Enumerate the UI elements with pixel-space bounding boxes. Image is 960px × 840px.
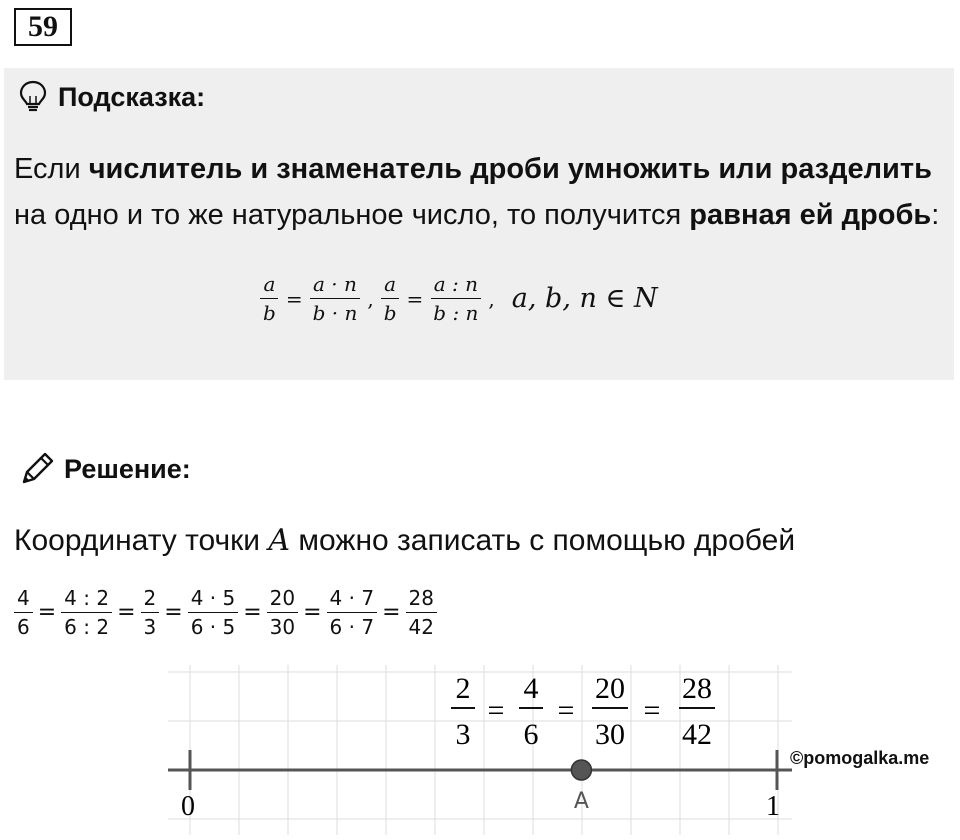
point-a [571, 760, 591, 780]
chain-fraction-4: $\frac{4 \cdot 5}{6 \cdot 5}$ [188, 584, 239, 641]
solution-text-before: Координату точки [14, 524, 269, 557]
nl-fraction-4-den: 42 [682, 718, 712, 751]
task-number: 59 [14, 8, 72, 46]
chain-fraction-7: $\frac{28}{42}$ [406, 584, 437, 641]
nl-fraction-3-num: 20 [595, 672, 625, 705]
nl-fraction-1-den: 3 [455, 718, 471, 751]
nl-equals-2: = [557, 694, 575, 727]
chain-equals: = [164, 600, 183, 625]
solution-text-after: можно записать с помощью дробей [290, 524, 796, 557]
chain-equals: = [243, 600, 262, 625]
nl-fraction-2-num: 4 [523, 672, 539, 705]
solution-title: Решение: [64, 453, 191, 484]
label-end: 1 [766, 791, 780, 822]
hint-text-part-2: числитель и знаменатель дроби умножить или разделить [88, 153, 932, 185]
formula-comma-1: , [367, 286, 374, 311]
formula-comma-2: , [488, 286, 495, 311]
hint-title: Подсказка: [58, 81, 206, 112]
chain-equals: = [303, 600, 322, 625]
chain-equals: = [117, 600, 136, 625]
label-start: 0 [181, 791, 195, 822]
formula-fraction-4: $\frac{a : n}{b : n}$ [430, 270, 481, 327]
chain-equals: = [382, 600, 401, 625]
solution-point-name: A [268, 523, 291, 558]
chain-fraction-1: $\frac{4}{6}$ [14, 584, 33, 641]
watermark: ©pomogalka.me [790, 748, 930, 768]
formula-variables: a, b, n ∈ N [511, 283, 658, 314]
nl-fraction-2-den: 6 [523, 718, 539, 751]
number-line-fractions [451, 672, 715, 751]
chain-equals: = [37, 600, 57, 625]
nl-fraction-3-den: 30 [595, 718, 625, 751]
nl-equals-3: = [643, 694, 661, 727]
formula-equals-1: = [285, 286, 303, 311]
point-a-label: A [573, 789, 589, 814]
hint-text-part-5: : [931, 199, 940, 231]
formula-fraction-1: $\frac{a}{b}$ [260, 270, 279, 327]
chain-fraction-3: $\frac{2}{3}$ [141, 584, 160, 641]
nl-equals-1: = [487, 694, 505, 727]
nl-fraction-1-num: 2 [455, 672, 471, 705]
formula-equals-2: = [406, 286, 424, 311]
formula-fraction-3: $\frac{a}{b}$ [381, 270, 400, 327]
hint-text-part-4: равная ей дробь [689, 199, 932, 231]
chain-fraction-6: $\frac{4 \cdot 7}{6 \cdot 7}$ [327, 584, 378, 641]
chain-fraction-5: $\frac{20}{30}$ [267, 584, 298, 641]
hint-text-part-1: Если [14, 153, 89, 185]
formula-fraction-2: $\frac{a \cdot n}{b \cdot n}$ [310, 270, 361, 327]
hint-text-part-3: на одно и то же натуральное число, то получится [14, 199, 690, 231]
chain-fraction-2: $\frac{4 : 2}{6 : 2}$ [61, 584, 112, 641]
nl-fraction-4-num: 28 [682, 672, 712, 705]
